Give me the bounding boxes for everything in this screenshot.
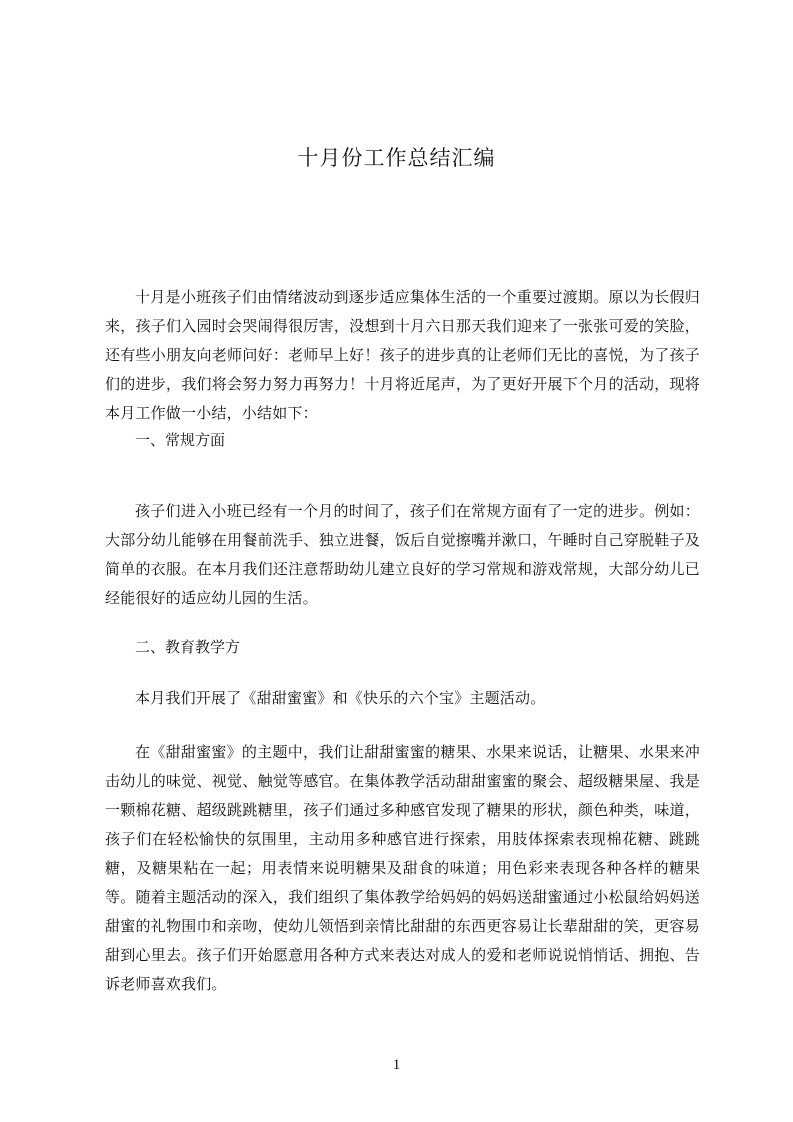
page-number: 1 — [392, 1057, 401, 1073]
section-heading-teaching: 二、教育教学方 — [135, 638, 241, 656]
section-paragraph-routine: 孩子们进入小班已经有一个月的时间了，孩子们在常规方面有了一定的进步。例如：大部分幼儿能够在用餐前洗手、独立进餐，饭后自觉擦嘴并漱口，午睡时自己穿脱鞋子及简单的衣服。在本月我们还注意帮助幼儿建立良好的学习常规和游戏常规，大部分幼儿已经能很好的适应幼儿园的生活。 — [105, 502, 700, 607]
section-paragraph-teaching-body: 在《甜甜蜜蜜》的主题中，我们让甜甜蜜蜜的糖果、水果来说话，让糖果、水果来冲击幼儿的味觉、视觉、触觉等感官。在集体教学活动甜甜蜜蜜的聚会、超级糖果屋、我是一颗棉花糖、超级跳跳糖里，孩子们通过多种感官发现了糖果的形状，颜色种类，味道，孩子们在轻松愉快的氛围里，主动用多种感官进行探索，用肢体探索表现棉花糖、跳跳糖，及糖果粘在一起；用表情来说明糖果及甜食的味道；用色彩来表现各种各样的糖果等。随着主题活动的深入，我们组织了集体教学给妈妈的妈妈送甜蜜通过小松鼠给妈妈送甜蜜的礼物围巾和亲吻，使幼儿领悟到亲情比甜甜的东西更容易让长辈甜甜的笑，更容易甜到心里去。孩子们开始愿意用各种方式来表达对成人的爱和老师说说悄悄话、拥抱、告诉老师喜欢我们。 — [105, 743, 700, 993]
intro-paragraph: 十月是小班孩子们由情绪波动到逐步适应集体生活的一个重要过渡期。原以为长假归来，孩子们入园时会哭闹得很厉害，没想到十月六日那天我们迎来了一张张可爱的笑脸，还有些小朋友向老师问好：老师早上好！孩子的进步真的让老师们无比的喜悦，为了孩子们的进步，我们将会努力努力再努力！十月将近尾声，为了更好开展下个月的活动，现将本月工作做一小结，小结如下： — [105, 288, 700, 422]
document-title: 十月份工作总结汇编 — [297, 146, 496, 170]
section-heading-routine: 一、常规方面 — [135, 431, 226, 449]
section-paragraph-teaching-intro: 本月我们开展了《甜甜蜜蜜》和《快乐的六个宝》主题活动。 — [135, 689, 546, 707]
